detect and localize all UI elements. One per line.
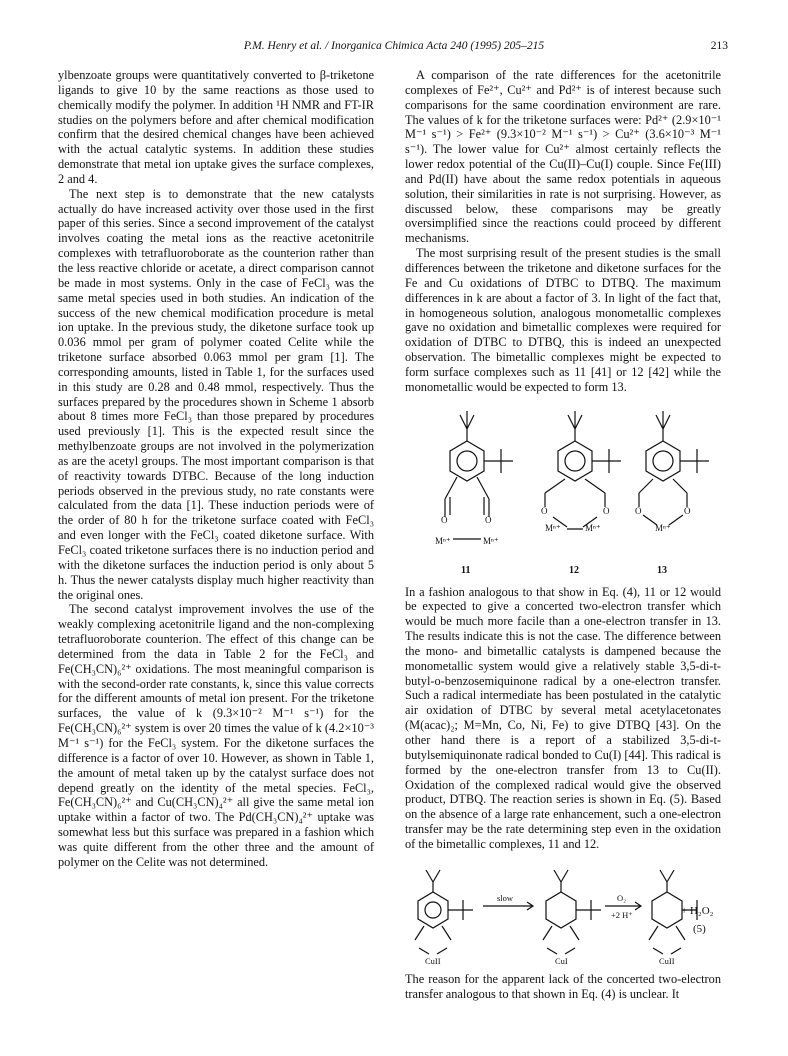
metal-label: CuII xyxy=(425,955,441,966)
paragraph: The most surprising result of the present studies is the small differences between the triketone and diketone surfaces for the Fe and Cu oxidations of DTBC to DTBQ. The maximum differences in k are about a factor of 3. In light of the fact that, in homogeneous solution, analogous monometallic complexes gave no oxidation and bimetallic complexes were required for oxidation of DTBC to DTBQ, this is indeed an unexpected observation. The bimetallic complexes might be expected to form surface complexes such as 11 [41] or 12 [42] while the monometallic would be expected to form 13. xyxy=(405,246,721,394)
paragraph: The second catalyst improvement involves the use of the weakly complexing acetonitrile ligand and the non-complexing tetrafluoroborate counterion. The effect of this change can be determined from the data in Table 2 for the FeCl₃ and Fe(CH₃CN)₆²⁺ oxidations. The most meaningful comparison is with the second-order rate constants, k, since this value corrects for the different amounts of metal ion present. For the triketone surfaces, the value of k (9.3×10⁻² M⁻¹ s⁻¹) for the Fe(CH₃CN)₆²⁺ system is over 20 times the value of k (4.2×10⁻³ M⁻¹ s⁻¹) for the FeCl₃ system. For the diketone surfaces the difference is a factor of over 10. However, as shown in Table 1, the amount of metal taken up by the catalyst surface does not depend greatly on the identity of the metal species. FeCl₃, Fe(CH₃CN)₆²⁺ and Cu(CH₃CN)₄²⁺ all give the same metal ion uptake within a factor of two. The Pd(CH₃CN)₄²⁺ uptake was somewhat less but this surface was prepared in a fashion which was quite different from the other three and the amount of polymer on the Celite was not determined. xyxy=(58,602,374,869)
structure-label-11: 11 xyxy=(461,564,471,576)
metal-ion-label: Mⁿ⁺ xyxy=(545,522,561,533)
arrow-label-o2: O₂ xyxy=(617,892,627,903)
paragraph: The next step is to demonstrate that the new catalysts actually do have increased activity over those used in the first paper of this series. Since a second improvement of the catalyst involves coating the metal ions as the reactive acetonitrile complexes with tetrafluoroborate as the counterion rather than the less reactive chloride or acetate, a direct comparison cannot be made in most systems. Only in the case of FeCl₃ was the same metal species used in both studies. An indication of the success of the new chemical modification procedure is metal ion uptake. In the previous study, the diketone surface took up 0.036 mmol per gram of polymer coated Celite while the triketone surface absorbed 0.063 mmol per gram [1]. The corresponding amounts, listed in Table 1, for the surfaces used in this study are 0.28 and 0.48 mmol, respectively. Thus the surfaces prepared by the procedures shown in Scheme 1 absorb about 8 times more FeCl₃ than those prepared by procedures used previously [1]. This is the expected result since the methylbenzoate groups are not involved in the polymerization as are the acetyl groups. The most important comparison is that of reactivity towards DTBC. Because of the long induction periods observed in the previous study, no rate constants were calculated from the data [1]. These induction periods were of the order of 80 h for the triketone surface coated with FeCl₃ and even longer with the FeCl₃ coated diketone surface. With FeCl₃ coated triketone surfaces there is no induction period and with the diketone surfaces the induction period is only about 5 h. Thus the newer catalysts display much higher reactivity than the original ones. xyxy=(58,186,374,602)
right-column xyxy=(405,68,721,1001)
metal-label: CuII xyxy=(659,955,675,966)
arrow-label-slow: slow xyxy=(497,892,514,903)
page-header xyxy=(60,40,728,56)
paragraph: ylbenzoate groups were quantitatively converted to β-triketone ligands to give 10 by the same reactions as those used to chemically modify the polymer. In addition ¹H NMR and FT-IR studies on the polymers before and after chemical modification confirm that the desired chemical changes have been achieved with the actual catalytic systems. In addition these studies demonstrate that metal ion uptake gives the surface complexes, 2 and 4. xyxy=(58,68,374,186)
equation-number: (5) xyxy=(693,922,706,935)
structure-label-12: 12 xyxy=(569,564,579,576)
atom-o: O xyxy=(541,505,548,516)
left-column xyxy=(58,68,374,870)
paragraph: A comparison of the rate differences for the acetonitrile complexes of Fe²⁺, Cu²⁺ and Pd²⁺ is of interest because such comparisons for the same coordination environment are rare. The values of k for the triketone surfaces were: Pd²⁺ (2.9×10⁻¹ M⁻¹ s⁻¹) > Fe²⁺ (9.3×10⁻² M⁻¹ s⁻¹) > Cu²⁺ (3.6×10⁻³ M⁻¹ s⁻¹). The lower value for Cu²⁺ almost certainly reflects the lower redox potential of the Cu(II)–Cu(I) couple. Since Fe(III) and Pd(II) have about the same redox potentials in aqueous solution, their similarities in rate is not surprising. However, as discussed below, these comparisons may be greatly oversimplified since the reactions could proceed by different mechanisms. xyxy=(405,68,721,246)
metal-ion-label: Mⁿ⁺ xyxy=(435,535,451,546)
arrow-label-protons: +2 H⁺ xyxy=(611,909,633,920)
page-number: 213 xyxy=(710,40,728,52)
atom-o: O xyxy=(684,505,691,516)
atom-o: O xyxy=(441,514,448,525)
structure-label-13: 13 xyxy=(657,564,667,576)
paragraph: In a fashion analogous to that show in Eq. (4), 11 or 12 would be expected to give a concerted two-electron transfer which would be much more facile than a one-electron transfer in 13. The results indicate this is not the case. The difference between the mono- and bimetallic catalysts is dampened because the monometallic system would give a relatively stable 3,5-di-t-butyl-o-benzosemiquinone radical by a one-electron transfer. Such a radical intermediate has been postulated in the catalytic air oxidation of DTBC by several metal acetylacetonates (M(acac)₂; M=Mn, Co, Ni, Fe) to give DTBQ [43]. On the other hand there is a report of a stabilized 3,5-di-t-butylsemiquinonate radical bonded to Cu(I) [44]. This radical is formed by the one-electron transfer from 13 to Cu(II). Oxidation of the complexed radical would give the observed product, DTBQ. The reaction series is shown in Eq. (5). Based on the absence of a large rate enhancement, such a one-electron transfer may be the rate determining step even in the oxidation of the bimetallic complexes, 11 and 12. xyxy=(405,584,721,851)
structures-11-12-13-drawing xyxy=(405,401,721,579)
metal-ion-label: Mⁿ⁺ xyxy=(655,522,671,533)
metal-label: CuI xyxy=(555,955,568,966)
atom-o: O xyxy=(635,505,642,516)
metal-ion-label: Mⁿ⁺ xyxy=(483,535,499,546)
atom-o: O xyxy=(485,514,492,525)
product-h2o2: + H₂O₂ xyxy=(681,904,714,917)
equation-5-figure xyxy=(405,866,721,966)
equation-5-drawing xyxy=(405,866,721,966)
paragraph: The reason for the apparent lack of the concerted two-electron transfer analogous to that shown in Eq. (4) is unclear. It xyxy=(405,971,721,1001)
metal-ion-label: Mⁿ⁺ xyxy=(585,522,601,533)
structures-figure xyxy=(405,401,721,579)
running-head: P.M. Henry et al. / Inorganica Chimica Acta 240 (1995) 205–215 xyxy=(243,40,545,52)
atom-o: O xyxy=(603,505,610,516)
